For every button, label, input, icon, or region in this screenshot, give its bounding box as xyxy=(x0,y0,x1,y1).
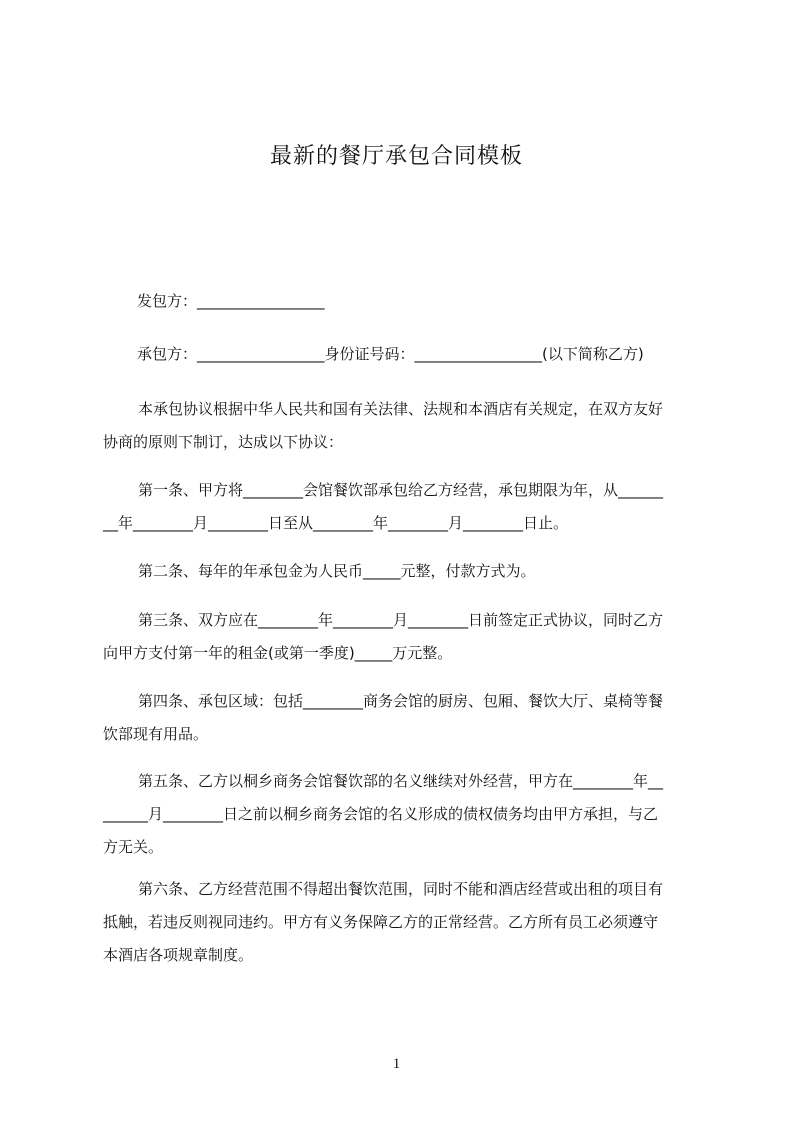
article-1-line-1: 第一条、甲方将________会馆餐饮部承包给乙方经营，承包期限为年，从______ xyxy=(138,481,664,499)
article-3-line-2: 向甲方支付第一年的租金(或第一季度)_____万元整。 xyxy=(103,644,453,662)
party-b-line: 承包方：_________________身份证号码：_________________(以下简称乙方) xyxy=(137,345,644,363)
preamble-line-1: 本承包协议根据中华人民共和国有关法律、法规和本酒店有关规定，在双方友好 xyxy=(138,400,664,418)
article-4-line-2: 饮部现有用品。 xyxy=(103,725,209,743)
article-3-paragraph xyxy=(103,604,703,670)
article-4-paragraph xyxy=(103,685,703,751)
article-3-line-1: 第三条、双方应在________年________月________日前签定正式协议，同时乙方 xyxy=(138,611,664,629)
article-2-paragraph xyxy=(103,555,703,588)
article-4-line-1: 第四条、承包区域：包括________商务会馆的厨房、包厢、餐饮大厅、桌椅等餐 xyxy=(138,692,664,710)
page-number: 1 xyxy=(392,1056,401,1072)
article-6-paragraph xyxy=(103,873,703,972)
article-2-line-1: 第二条、每年的年承包金为人民币_____元整，付款方式为。 xyxy=(138,562,536,580)
preamble-paragraph xyxy=(103,393,703,459)
article-5-line-3: 方无关。 xyxy=(103,838,164,856)
article-6-line-2: 抵触，若违反则视同违约。甲方有义务保障乙方的正常经营。乙方所有员工必须遵守 xyxy=(103,913,659,931)
article-5-line-1: 第五条、乙方以桐乡商务会馆餐饮部的名义继续对外经营，甲方在________年__ xyxy=(138,772,664,790)
article-6-line-1: 第六条、乙方经营范围不得超出餐饮范围，同时不能和酒店经营或出租的项目有 xyxy=(138,880,664,898)
article-5-paragraph xyxy=(103,765,703,864)
article-1-paragraph xyxy=(103,474,703,540)
party-a-line: 发包方：_________________ xyxy=(137,292,325,310)
article-5-line-2: ______月________日之前以桐乡商务会馆的名义形成的债权债务均由甲方承担，与乙 xyxy=(103,805,659,823)
document-title: 最新的餐厅承包合同模板 xyxy=(269,144,523,169)
article-1-line-2: __年________月________日至从________年________月________日止。 xyxy=(103,514,569,532)
article-6-line-3: 本酒店各项规章制度。 xyxy=(103,946,254,964)
preamble-line-2: 协商的原则下制订，达成以下协议： xyxy=(103,433,344,451)
